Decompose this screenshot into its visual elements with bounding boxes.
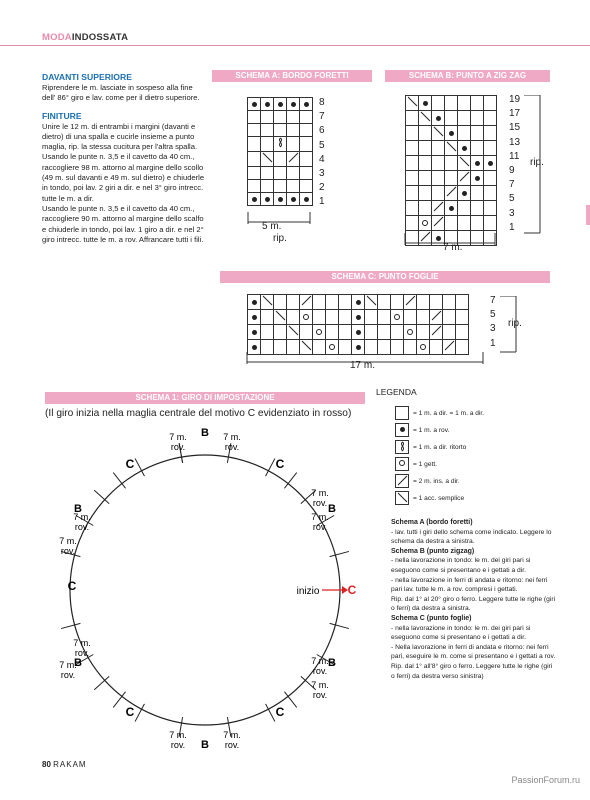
chart-cell	[445, 216, 458, 231]
row-number: 7	[319, 111, 325, 123]
chart-cell	[248, 152, 261, 167]
k2tog-icon	[395, 474, 409, 488]
chart-cell	[300, 180, 313, 193]
chart-cell	[484, 201, 497, 216]
chart-cell	[456, 325, 469, 340]
chart-cell	[471, 126, 484, 141]
chart-cell	[261, 310, 274, 325]
note-c-text3: Rip. dal 1° all'8° giro o ferro. Leggere tutte le righe (giri o ferri) da destra verso sinistra)	[391, 662, 553, 680]
chart-cell	[471, 141, 484, 156]
chart-cell	[458, 126, 471, 141]
row-number: 5	[490, 309, 496, 321]
chart-cell	[261, 98, 274, 111]
chart-cell	[274, 295, 287, 310]
m7-label: 7 m.	[169, 432, 187, 442]
m7-label: 7 m.	[311, 656, 329, 666]
start-c-label: C	[347, 583, 357, 597]
chart-cell	[391, 295, 404, 310]
chart-cell	[313, 295, 326, 310]
chart-cell	[287, 137, 300, 152]
segment-tick	[330, 623, 349, 628]
schema-c-title: SCHEMA C: PUNTO FOGLIE	[220, 271, 550, 283]
chart-cell	[484, 156, 497, 171]
segment-tick	[61, 623, 80, 628]
note-b-text1: - nella lavorazione in tondo: le m. dei giri pari si eseguono come si presentano e i gettati a dir.	[391, 557, 531, 574]
chart-cell	[406, 96, 419, 111]
chart-cell	[445, 111, 458, 126]
chart-cell	[261, 325, 274, 340]
chart-cell	[406, 111, 419, 126]
c-label: C	[67, 579, 77, 593]
davanti-text: Riprendere le m. lasciate in sospeso alla fine dell' 86° giro e lav. come per il dietro superiore.	[42, 83, 200, 103]
chart-cell	[432, 186, 445, 201]
chart-cell	[287, 295, 300, 310]
chart-cell	[378, 310, 391, 325]
chart-cell	[445, 126, 458, 141]
legend-item	[395, 406, 484, 420]
chart-cell	[445, 186, 458, 201]
chart-cell	[352, 325, 365, 340]
chart-cell	[484, 96, 497, 111]
m7-label: 7 m.	[59, 660, 77, 670]
note-a-text: - lav. tutti i giri dello schema come indicato. Leggere lo schema da destra a sinistra.	[391, 528, 552, 546]
note-a-title: Schema A (bordo foretti)	[391, 519, 473, 526]
chart-cell	[313, 325, 326, 340]
rov-label: rov.	[170, 442, 186, 452]
legend-item	[395, 440, 466, 454]
chart-cell	[471, 171, 484, 186]
m7-label: 7 m.	[311, 488, 329, 498]
schema-1-subtitle: (Il giro inizia nella maglia centrale del motivo C evidenziato in rosso)	[45, 408, 352, 419]
schema-b-title: SCHEMA B: PUNTO A ZIG ZAG	[385, 70, 550, 82]
chart-cell	[432, 141, 445, 156]
chart-cell	[419, 156, 432, 171]
row-number: 7	[490, 295, 496, 306]
note-b-text3: Rip. dal 1° al 20° giro o ferro. Leggere tutte le righe (giri o ferri) da destra a sinistra.	[391, 595, 556, 613]
legend-text: = 1 m. a dir. ritorto	[413, 443, 467, 451]
segment-tick	[330, 551, 349, 556]
rov-label: rov.	[312, 498, 328, 508]
chart-cell	[261, 167, 274, 180]
chart-cell	[365, 310, 378, 325]
b-label: B	[74, 503, 82, 515]
chart-cell	[419, 96, 432, 111]
empty-square-icon	[395, 406, 409, 420]
m7-label: 7 m.	[169, 730, 187, 740]
row-number: 1	[509, 221, 515, 233]
chart-cell	[432, 216, 445, 231]
chart-cell	[443, 325, 456, 340]
chart-cell	[417, 325, 430, 340]
magazine-name: RAKAM	[53, 760, 87, 769]
chart-cell	[248, 180, 261, 193]
m7-label: 7 m.	[223, 432, 241, 442]
row-number: 8	[319, 97, 325, 108]
chart-cell	[471, 216, 484, 231]
chart-cell	[458, 201, 471, 216]
chart-cell	[445, 156, 458, 171]
legend-text: = 1 acc. semplice	[413, 494, 465, 502]
chart-cell	[248, 295, 261, 310]
chart-cell	[406, 141, 419, 156]
m7-label: 7 m.	[59, 536, 77, 546]
chart-cell	[378, 295, 391, 310]
legend-text: = 1 m. a rov.	[413, 426, 450, 434]
page-edge-marker	[586, 205, 590, 225]
chart-cell	[406, 156, 419, 171]
chart-cell	[458, 141, 471, 156]
schema-notes	[391, 518, 556, 681]
finiture-p3: Usando le punte n. 3,5 e il cavetto da 40 cm., raccogliere 90 m. attorno al margine dello scalfo e chiuderle in tondo, poi lav. 1 giro a dir. e nel 2° giro intrecc. tutte le m. a rov. Affrancare tutti i fili.	[42, 203, 204, 244]
chart-cell	[326, 325, 339, 340]
chart-cell	[404, 295, 417, 310]
chart-cell	[300, 310, 313, 325]
chart-cell	[458, 216, 471, 231]
row-number: 6	[319, 125, 325, 137]
chart-cell	[471, 186, 484, 201]
chart-cell	[352, 310, 365, 325]
page-header	[42, 32, 128, 43]
c-label: C	[275, 457, 285, 471]
b-label: B	[328, 657, 336, 669]
row-number: 15	[509, 122, 521, 134]
chart-cell	[419, 216, 432, 231]
legend-text: = 1 m. a dir. = 1 m. a dir.	[413, 409, 485, 417]
chart-cell	[274, 98, 287, 111]
row-number: 11	[509, 150, 520, 162]
chart-cell	[326, 295, 339, 310]
header-moda: MODA	[42, 32, 72, 43]
chart-cell	[484, 171, 497, 186]
chart-cell	[261, 152, 274, 167]
schema-c-width-label: 17 m.	[350, 360, 376, 371]
chart-cell	[406, 216, 419, 231]
chart-cell	[248, 137, 261, 152]
chart-cell	[432, 156, 445, 171]
note-c-text1: - nella lavorazione in tondo: le m. dei giri pari si eseguono come si presentano e i gettati a dir.	[391, 624, 531, 642]
chart-cell	[248, 193, 261, 206]
chart-cell	[274, 124, 287, 137]
chart-cell	[248, 310, 261, 325]
chart-cell	[248, 325, 261, 340]
rov-label: rov.	[224, 740, 240, 750]
chart-cell	[419, 201, 432, 216]
chart-cell	[391, 325, 404, 340]
finiture-p2: Usando le punte n. 3,5 e il cavetto da 40 cm., raccogliere 98 m. attorno al margine dello scollo (49 m. sul davanti e 49 m. sul dietro) e chiuderle in tondo, poi lav. 2 giri a dir. e nel 3° giro intrecc. tutte le m. a dir.	[42, 152, 205, 203]
chart-cell	[261, 111, 274, 124]
row-number: 3	[490, 323, 496, 335]
chart-cell	[261, 137, 274, 152]
chart-cell	[261, 193, 274, 206]
chart-cell	[432, 126, 445, 141]
chart-cell	[261, 295, 274, 310]
row-number: 5	[319, 139, 325, 151]
schema-a-rip: rip.	[273, 233, 287, 244]
schema-a-grid	[247, 97, 313, 206]
chart-cell	[419, 171, 432, 186]
chart-cell	[248, 124, 261, 137]
legend-item	[395, 474, 460, 488]
ssk-icon	[395, 491, 409, 505]
schema-c-grid	[247, 294, 469, 355]
chart-cell	[339, 310, 352, 325]
chart-cell	[274, 152, 287, 167]
inizio-label: inizio	[296, 586, 320, 597]
chart-cell	[432, 111, 445, 126]
chart-cell	[417, 310, 430, 325]
chart-cell	[471, 201, 484, 216]
chart-cell	[300, 193, 313, 206]
chart-cell	[443, 295, 456, 310]
header-indossata: INDOSSATA	[71, 32, 129, 43]
chart-cell	[432, 96, 445, 111]
rov-label: rov.	[60, 546, 76, 556]
schema-c-rip: rip.	[508, 318, 522, 329]
chart-cell	[484, 126, 497, 141]
b-label: B	[201, 739, 209, 751]
legend-text: = 1 gett.	[413, 460, 438, 468]
row-number: 2	[319, 182, 325, 194]
m7-label: 7 m.	[311, 512, 329, 522]
chart-cell	[419, 126, 432, 141]
chart-cell	[406, 171, 419, 186]
legend-item	[395, 457, 437, 471]
rov-label: rov.	[74, 522, 90, 532]
chart-cell	[445, 96, 458, 111]
davanti-title: DAVANTI SUPERIORE	[42, 72, 132, 82]
rov-label: rov.	[312, 690, 328, 700]
rov-label: rov.	[224, 442, 240, 452]
chart-cell	[300, 295, 313, 310]
schema-a-title: SCHEMA A: BORDO FORETTI	[212, 70, 372, 82]
chart-cell	[458, 186, 471, 201]
chart-cell	[458, 111, 471, 126]
chart-cell	[287, 325, 300, 340]
m7-label: 7 m.	[223, 730, 241, 740]
chart-cell	[430, 310, 443, 325]
row-number: 3	[509, 207, 515, 219]
chart-cell	[430, 325, 443, 340]
chart-cell	[419, 141, 432, 156]
chart-cell	[300, 167, 313, 180]
chart-cell	[313, 310, 326, 325]
chart-cell	[484, 111, 497, 126]
m7-label: 7 m.	[311, 680, 329, 690]
page-number: 80	[42, 760, 51, 769]
chart-cell	[287, 111, 300, 124]
chart-cell	[471, 111, 484, 126]
chart-cell	[261, 124, 274, 137]
chart-cell	[432, 201, 445, 216]
chart-cell	[365, 295, 378, 310]
row-number: 1	[490, 337, 496, 349]
watermark: PassionForum.ru	[511, 775, 580, 785]
chart-cell	[471, 156, 484, 171]
chart-cell	[484, 186, 497, 201]
legend-item	[395, 491, 464, 505]
chart-cell	[471, 96, 484, 111]
m7-label: 7 m.	[73, 512, 91, 522]
chart-cell	[248, 167, 261, 180]
chart-cell	[287, 124, 300, 137]
chart-cell	[443, 310, 456, 325]
schema-b-width-label: 7 m.	[443, 242, 463, 253]
note-b-text2: - nella lavorazione in ferri di andata e ritorno: nei ferri pari lav. tutte le m. a rov. compresi i gettati.	[391, 576, 548, 594]
legend-item	[395, 423, 449, 437]
row-number: 5	[509, 193, 515, 205]
chart-cell	[391, 310, 404, 325]
b-label: B	[328, 503, 336, 515]
chart-cell	[352, 295, 365, 310]
chart-cell	[445, 141, 458, 156]
row-number: 9	[509, 165, 515, 176]
chart-cell	[274, 167, 287, 180]
chart-cell	[248, 111, 261, 124]
chart-cell	[484, 141, 497, 156]
chart-cell	[404, 310, 417, 325]
note-c-title: Schema C (punto foglie)	[391, 614, 472, 622]
chart-cell	[287, 167, 300, 180]
row-number: 7	[509, 179, 515, 191]
chart-cell	[419, 111, 432, 126]
legend-title: LEGENDA	[376, 387, 417, 397]
chart-cell	[287, 180, 300, 193]
chart-cell	[404, 325, 417, 340]
header-divider	[0, 45, 590, 46]
chart-cell	[365, 325, 378, 340]
row-number: 17	[509, 108, 521, 120]
finiture-title: FINITURE	[42, 110, 82, 121]
instructions-column	[42, 72, 205, 252]
rov-label: rov.	[170, 740, 186, 750]
chart-cell	[274, 193, 287, 206]
row-number: 4	[319, 153, 325, 165]
chart-cell	[248, 98, 261, 111]
chart-cell	[287, 193, 300, 206]
rov-label: rov.	[312, 666, 328, 676]
chart-cell	[445, 201, 458, 216]
chart-cell	[339, 325, 352, 340]
chart-cell	[300, 325, 313, 340]
chart-cell	[274, 111, 287, 124]
chart-cell	[300, 111, 313, 124]
chart-cell	[339, 295, 352, 310]
rov-label: rov.	[312, 522, 328, 532]
chart-cell	[458, 171, 471, 186]
row-number: 1	[319, 196, 325, 208]
note-b-title: Schema B (punto zigzag)	[391, 547, 475, 555]
b-label: B	[201, 427, 209, 439]
chart-cell	[300, 152, 313, 167]
chart-cell	[300, 137, 313, 152]
chart-cell	[378, 325, 391, 340]
chart-cell	[432, 171, 445, 186]
chart-cell	[417, 295, 430, 310]
chart-cell	[445, 171, 458, 186]
chart-cell	[406, 126, 419, 141]
legend-text: = 2 m. ins. a dir.	[413, 477, 460, 485]
row-number: 19	[509, 94, 521, 105]
row-number: 3	[319, 168, 325, 179]
chart-cell	[456, 295, 469, 310]
c-label: C	[125, 705, 135, 719]
yarn-over-icon	[395, 457, 409, 471]
chart-cell	[456, 310, 469, 325]
chart-cell	[287, 152, 300, 167]
chart-cell	[326, 310, 339, 325]
chart-cell	[406, 201, 419, 216]
chart-cell	[274, 180, 287, 193]
chart-cell	[430, 295, 443, 310]
m7-label: 7 m.	[73, 638, 91, 648]
twisted-stitch-icon	[395, 440, 409, 454]
chart-cell	[300, 124, 313, 137]
finiture-p1: Unire le 12 m. di entrambi i margini (davanti e dietro) di una spalla e cucirle insieme a punto maglia, rip. la stessa cucitura per l'altra spalla.	[42, 121, 198, 152]
chart-cell	[274, 310, 287, 325]
chart-cell	[458, 156, 471, 171]
chart-cell	[274, 325, 287, 340]
chart-cell	[300, 98, 313, 111]
schema-a-width-label: 5 m.	[262, 221, 282, 232]
dot-icon	[395, 423, 409, 437]
schema-b-rip: rip.	[530, 157, 544, 168]
chart-cell	[274, 137, 287, 152]
chart-cell	[261, 180, 274, 193]
chart-cell	[287, 98, 300, 111]
setup-round-circle	[30, 420, 380, 760]
b-label: B	[74, 657, 82, 669]
row-number: 13	[509, 136, 521, 148]
page-footer	[42, 760, 87, 769]
chart-cell	[419, 186, 432, 201]
chart-cell	[484, 216, 497, 231]
note-c-text2: - Nella lavorazione in ferri di andata e ritorno: nei ferri pari, eseguire le m. come si presentano e i gettati a rov.	[391, 643, 556, 661]
c-label: C	[275, 705, 285, 719]
chart-cell	[458, 96, 471, 111]
chart-cell	[287, 310, 300, 325]
chart-cell	[406, 186, 419, 201]
rov-label: rov.	[60, 670, 76, 680]
c-label: C	[125, 457, 135, 471]
rov-label: rov.	[74, 648, 90, 658]
schema-b-grid	[405, 95, 497, 246]
schema-1-title: SCHEMA 1: GIRO DI IMPOSTAZIONE	[45, 392, 365, 404]
